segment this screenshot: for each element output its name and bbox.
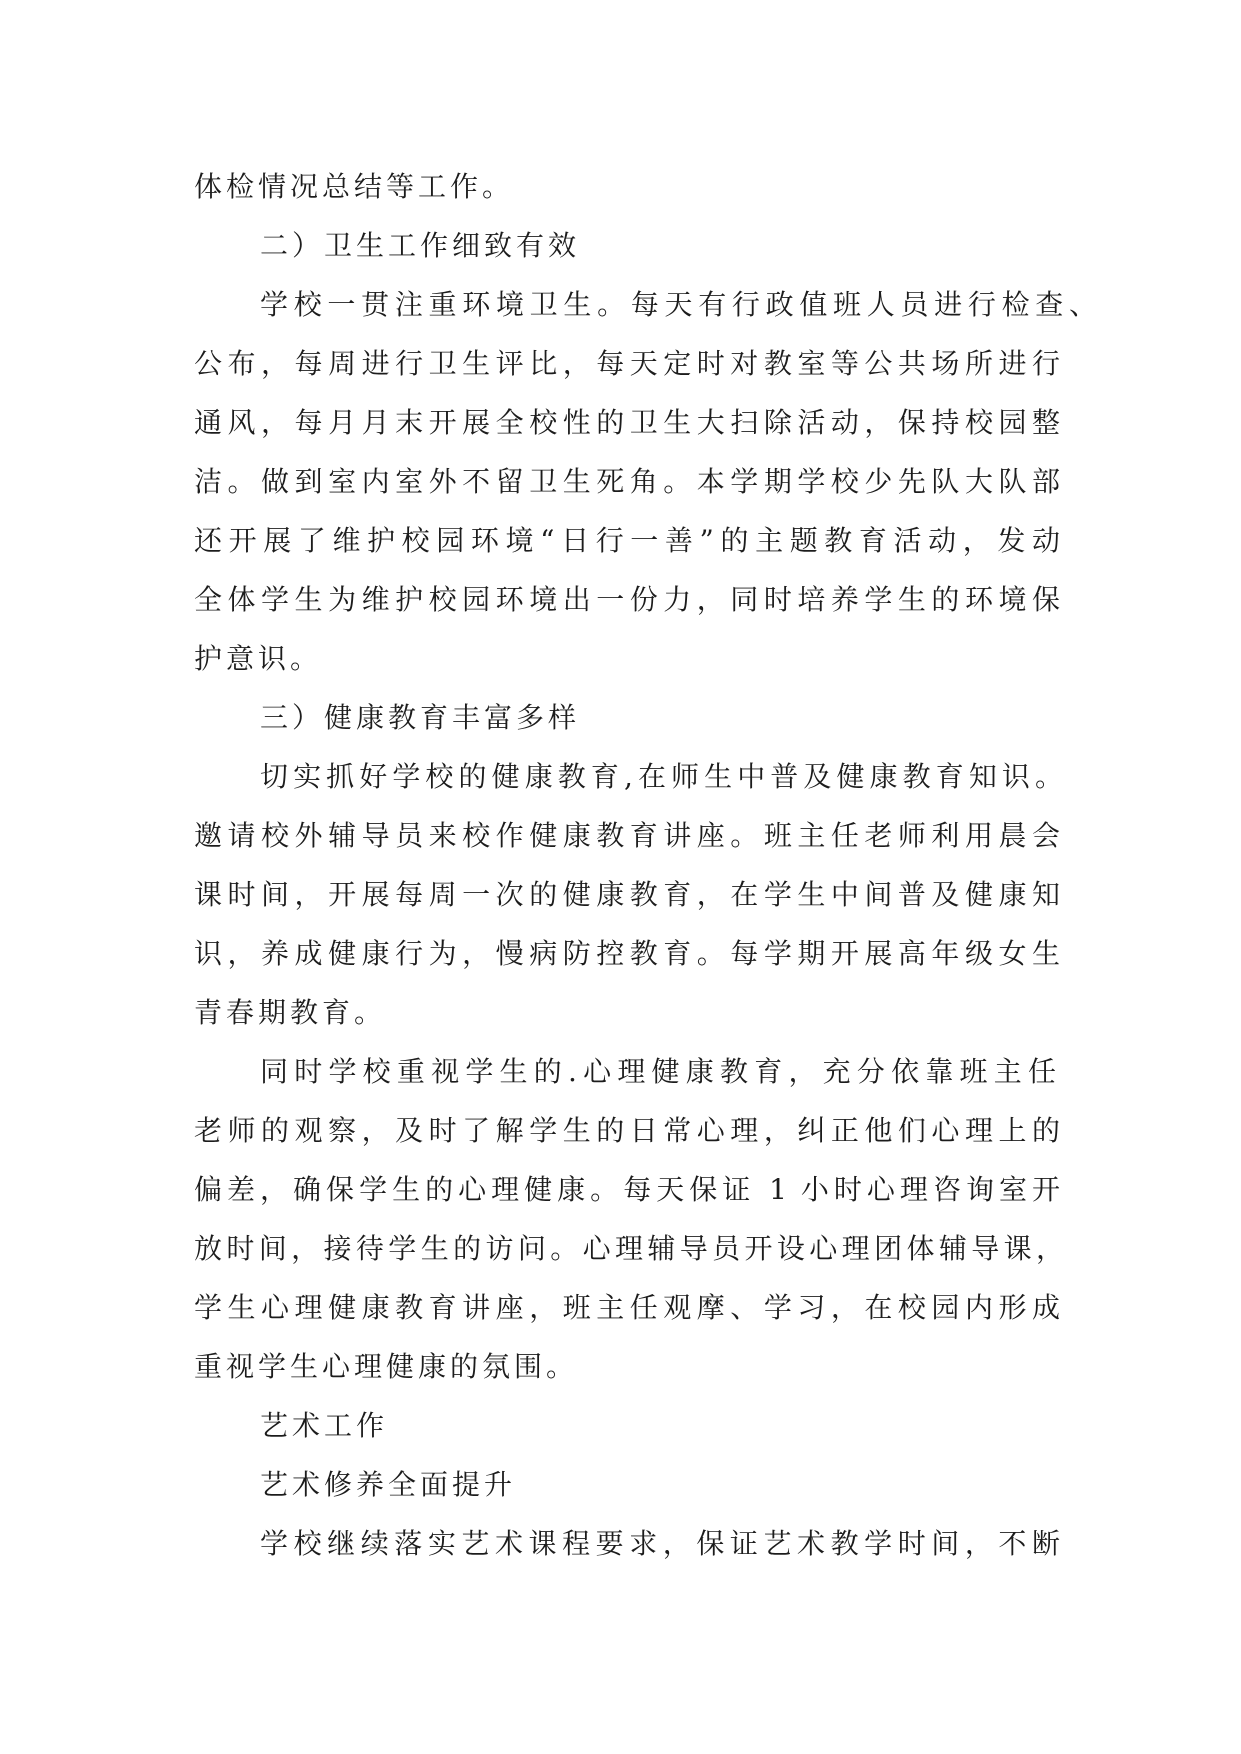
body-text-line: 护意识。 xyxy=(194,642,323,675)
body-text-line: 全体学生为维护校园环境出一份力，同时培养学生的环境保 xyxy=(194,583,1060,616)
body-text-line: 学生心理健康教育讲座，班主任观摩、学习，在校园内形成 xyxy=(194,1291,1060,1324)
body-text-line: 体检情况总结等工作。 xyxy=(194,170,515,203)
body-text-line: 公布，每周进行卫生评比，每天定时对教室等公共场所进行 xyxy=(194,347,1060,380)
body-text-line: 老师的观察，及时了解学生的日常心理，纠正他们心理上的 xyxy=(194,1114,1060,1147)
section-heading: 三）健康教育丰富多样 xyxy=(260,701,581,734)
body-text-line: 学校一贯注重环境卫生。每天有行政值班人员进行检查、 xyxy=(260,288,1097,321)
body-text-line: 邀请校外辅导员来校作健康教育讲座。班主任老师利用晨会 xyxy=(194,819,1060,852)
section-heading: 艺术修养全面提升 xyxy=(260,1468,517,1501)
body-text-line: 偏差，确保学生的心理健康。每天保证 1 小时心理咨询室开 xyxy=(194,1173,1060,1206)
body-text-line: 课时间，开展每周一次的健康教育，在学生中间普及健康知 xyxy=(194,878,1060,911)
body-text-line: 学校继续落实艺术课程要求，保证艺术教学时间，不断 xyxy=(260,1527,1060,1560)
body-text-line: 洁。做到室内室外不留卫生死角。本学期学校少先队大队部 xyxy=(194,465,1060,498)
section-heading: 艺术工作 xyxy=(260,1409,389,1442)
body-text-line: 同时学校重视学生的.心理健康教育，充分依靠班主任 xyxy=(260,1055,1056,1088)
body-text-line: 通风，每月月末开展全校性的卫生大扫除活动，保持校园整 xyxy=(194,406,1060,439)
body-text-line: 还开展了维护校园环境“日行一善”的主题教育活动，发动 xyxy=(194,524,1060,557)
body-text-line: 重视学生心理健康的氛围。 xyxy=(194,1350,579,1383)
body-text-line: 青春期教育。 xyxy=(194,996,387,1029)
section-heading: 二）卫生工作细致有效 xyxy=(260,229,581,262)
body-text-line: 识，养成健康行为，慢病防控教育。每学期开展高年级女生 xyxy=(194,937,1060,970)
body-text-line: 放时间，接待学生的访问。心理辅导员开设心理团体辅导课， xyxy=(194,1232,1064,1265)
body-text-line: 切实抓好学校的健康教育,在师生中普及健康教育知识。 xyxy=(260,760,1063,793)
